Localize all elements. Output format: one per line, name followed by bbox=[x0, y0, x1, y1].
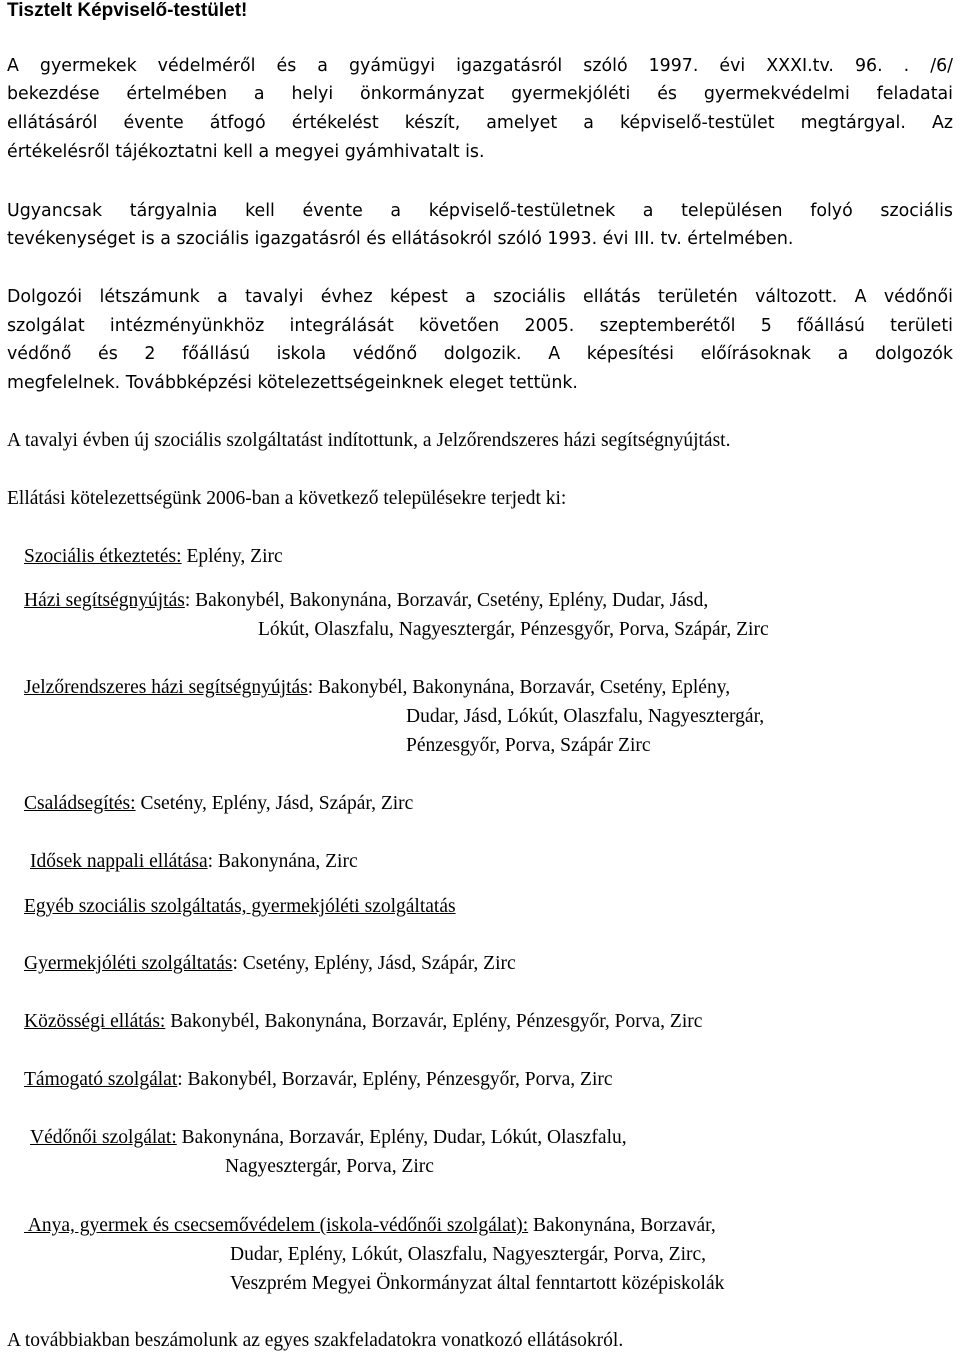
service-label: Támogató szolgálat bbox=[24, 1069, 178, 1090]
service-places-continued: Dudar, Jásd, Lókút, Olaszfalu, Nagyesztergár, bbox=[406, 706, 765, 727]
service-places: Bakonybél, Borzavár, Eplény, Pénzesgyőr, Porva, Zirc bbox=[182, 1069, 613, 1090]
service-separator: : bbox=[184, 590, 191, 611]
service-item bbox=[24, 677, 730, 699]
service-item bbox=[24, 896, 456, 918]
service-label: Házi segítségnyújtás bbox=[24, 590, 185, 611]
para3-line: Dolgozói létszámunk a tavalyi évhez képest a szociális ellátás területén változott. A védőnői bbox=[7, 287, 953, 307]
service-label: Szociális étkeztetés: bbox=[24, 546, 182, 567]
service-label: Védőnői szolgálat: bbox=[30, 1127, 177, 1148]
para1-line: értékelésről tájékoztatni kell a megyei gyámhivatalt is. bbox=[7, 142, 485, 162]
service-label: Idősek nappali ellátása bbox=[30, 851, 208, 872]
service-label: Egyéb szociális szolgáltatás, gyermekjóléti szolgáltatás bbox=[24, 896, 456, 917]
para3-line: megfelelnek. Továbbképzési kötelezettségeinknek eleget tettünk. bbox=[7, 373, 578, 393]
para4: A tavalyi évben új szociális szolgáltatást indítottunk, a Jelzőrendszeres házi segítségnyújtást. bbox=[7, 430, 731, 451]
closing-sentence: A továbbiakban beszámolunk az egyes szakfeladatokra vonatkozó ellátásokról. bbox=[7, 1330, 624, 1351]
service-places: Bakonynána, Zirc bbox=[213, 851, 358, 872]
para3-line: védőnő és 2 főállású iskola védőnő dolgozik. A képesítési előírásoknak a dolgozók bbox=[7, 344, 953, 364]
service-places-continued: Veszprém Megyei Önkormányzat által fenntartott középiskolák bbox=[230, 1273, 725, 1294]
service-item bbox=[24, 546, 283, 568]
service-separator: : bbox=[207, 851, 214, 872]
service-places: Bakonybél, Bakonynána, Borzavár, Csetény, Eplény, bbox=[313, 677, 731, 698]
service-item bbox=[24, 793, 413, 815]
service-places: Csetény, Eplény, Jásd, Szápár, Zirc bbox=[135, 793, 414, 814]
service-item bbox=[24, 1011, 702, 1033]
para2-line: tevékenységet is a szociális igazgatásról és ellátásokról szóló 1993. évi III. tv. értelmében. bbox=[7, 229, 794, 249]
service-item bbox=[30, 851, 358, 873]
service-label: Anya, gyermek és csecsemővédelem (iskola-védőnői szolgálat): bbox=[24, 1215, 529, 1236]
para3-line: szolgálat intézményünkhöz integrálását követően 2005. szeptemberétől 5 főállású területi bbox=[7, 316, 953, 336]
service-label: Közösségi ellátás: bbox=[24, 1011, 166, 1032]
service-label: Gyermekjóléti szolgáltatás bbox=[24, 953, 233, 974]
service-places-continued: Nagyesztergár, Porva, Zirc bbox=[225, 1156, 434, 1177]
service-places-continued: Lókút, Olaszfalu, Nagyesztergár, Pénzesgyőr, Porva, Szápár, Zirc bbox=[258, 619, 769, 640]
service-label: Családsegítés: bbox=[24, 793, 136, 814]
service-item bbox=[24, 1215, 716, 1237]
service-places-continued: Pénzesgyőr, Porva, Szápár Zirc bbox=[406, 735, 651, 756]
service-separator: : bbox=[232, 953, 238, 974]
service-places: Eplény, Zirc bbox=[181, 546, 283, 567]
service-item bbox=[24, 590, 708, 612]
para1-line: A gyermekek védelméről és a gyámügyi igazgatásról szóló 1997. évi XXXI.tv. 96. . /6/ bbox=[7, 56, 953, 76]
service-places: Bakonybél, Bakonynána, Borzavár, Eplény, Pénzesgyőr, Porva, Zirc bbox=[165, 1011, 703, 1032]
service-places: Bakonybél, Bakonynána, Borzavár, Csetény, Eplény, Dudar, Jásd, bbox=[190, 590, 709, 611]
service-places-continued: Dudar, Eplény, Lókút, Olaszfalu, Nagyesztergár, Porva, Zirc, bbox=[230, 1244, 707, 1265]
para1-line: ellátásáról évente átfogó értékelést készít, amelyet a képviselő-testület megtárgyal. Az bbox=[7, 113, 953, 133]
service-item bbox=[24, 953, 516, 975]
para2-line: Ugyancsak tárgyalnia kell évente a képviselő-testületnek a településen folyó szociális bbox=[7, 201, 953, 221]
service-item bbox=[24, 1069, 613, 1091]
service-places: Csetény, Eplény, Jásd, Szápár, Zirc bbox=[237, 953, 516, 974]
service-places: Bakonynána, Borzavár, bbox=[528, 1215, 716, 1236]
greeting-heading: Tisztelt Képviselő-testület! bbox=[7, 0, 248, 21]
service-separator: : bbox=[177, 1069, 183, 1090]
service-label: Jelzőrendszeres házi segítségnyújtás bbox=[24, 677, 308, 698]
para1-line: bekezdése értelmében a helyi önkormányzat gyermekjóléti és gyermekvédelmi feladatai bbox=[7, 84, 953, 104]
service-item bbox=[30, 1127, 627, 1149]
service-places: Bakonynána, Borzavár, Eplény, Dudar, Lókút, Olaszfalu, bbox=[176, 1127, 627, 1148]
para5: Ellátási kötelezettségünk 2006-ban a következő településekre terjedt ki: bbox=[7, 488, 567, 509]
service-separator: : bbox=[307, 677, 314, 698]
